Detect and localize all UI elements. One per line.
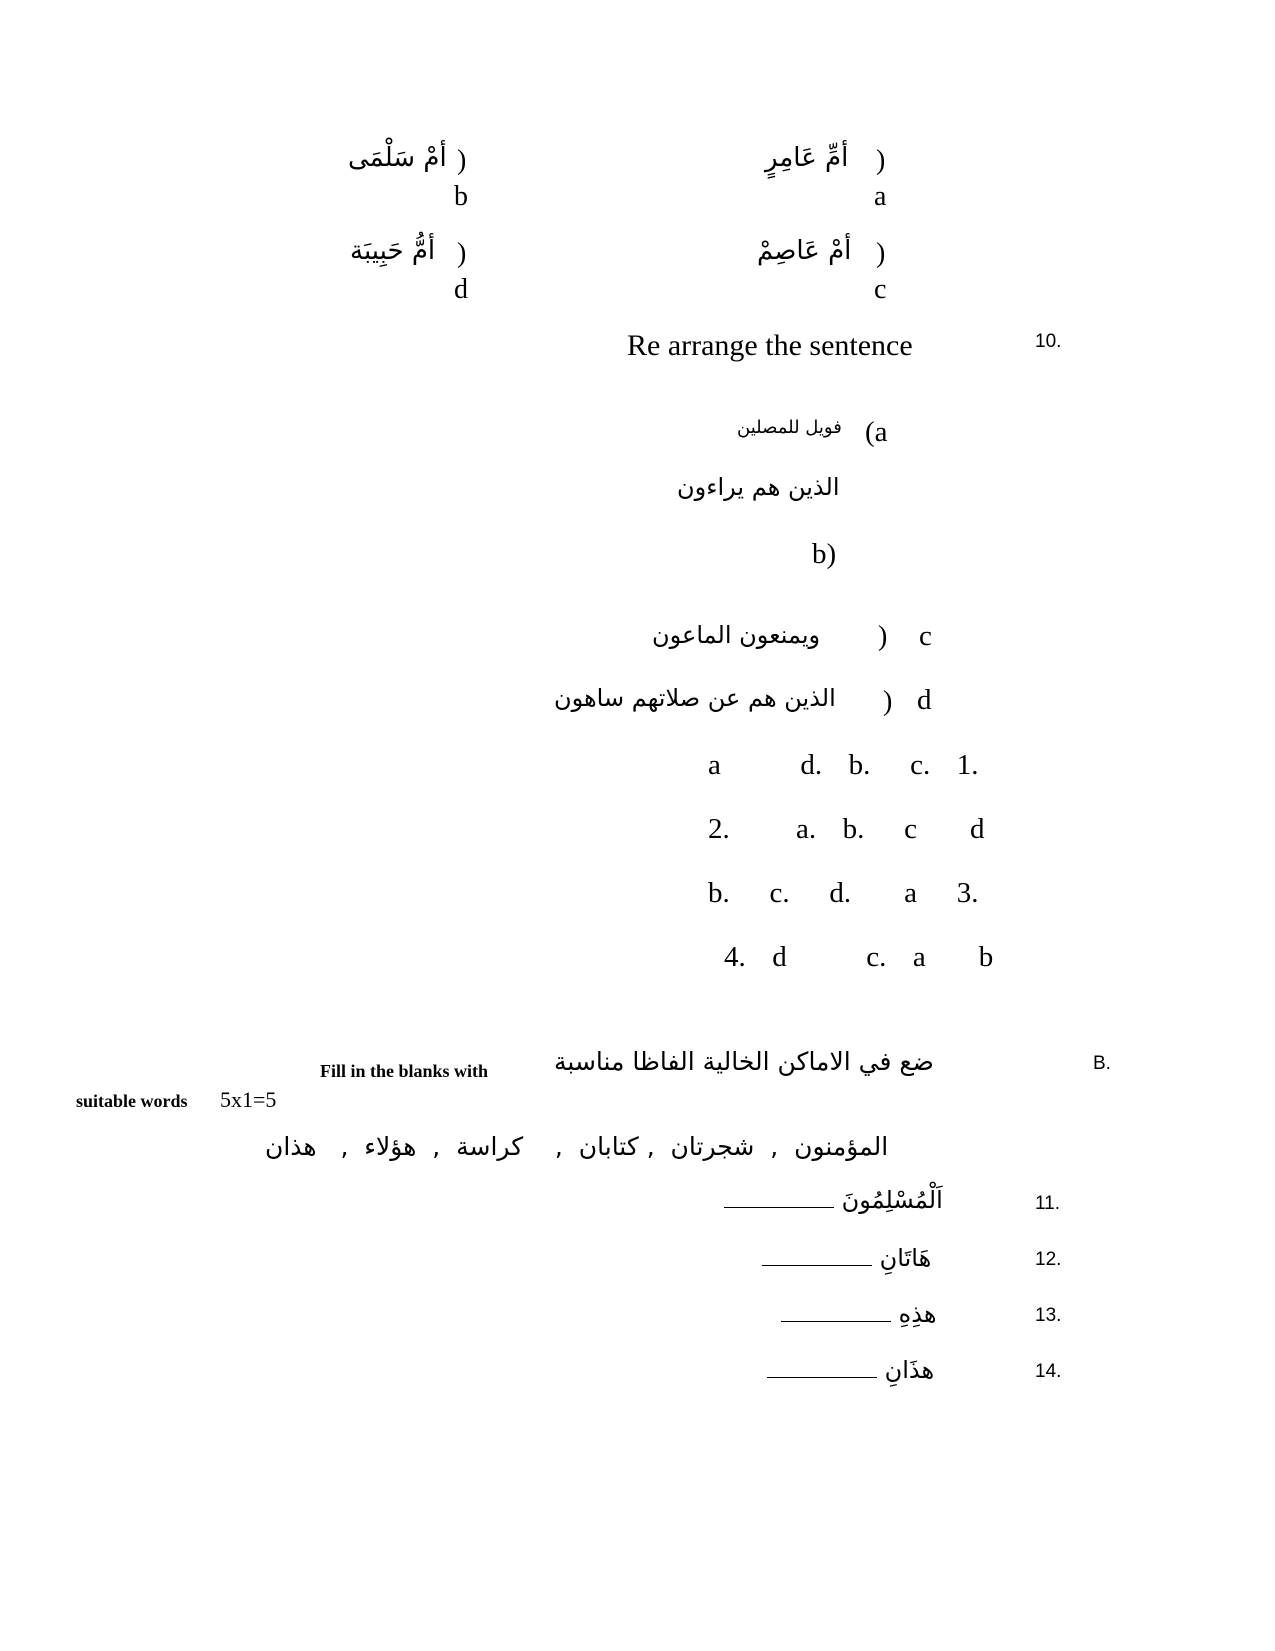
section-b-suitable-words: suitable words — [76, 1091, 188, 1111]
blank-13-line[interactable] — [781, 1321, 891, 1322]
verse-b-label: b) — [812, 538, 837, 570]
question-10-title: Re arrange the sentence — [627, 329, 913, 362]
answer-choice-4: 4. d c. a b — [724, 941, 994, 973]
blank-13-number: 13. — [1035, 1305, 1062, 1326]
blank-12-row — [762, 1246, 931, 1270]
blank-14-line[interactable] — [767, 1377, 877, 1378]
section-b-english-heading: Fill in the blanks with — [320, 1061, 489, 1081]
blank-13-word: هذِهِ — [898, 1300, 937, 1328]
section-b-label: B. — [1093, 1053, 1111, 1074]
section-b-arabic-heading: ضع في الاماكن الخالية الفاظا مناسبة — [554, 1047, 934, 1076]
option-c-letter: c — [874, 274, 887, 305]
word-bank: المؤمنون , شجرتان , كتابان , كراسة , هؤلاء , هذان — [265, 1132, 889, 1161]
answer-choice-2: 2. a. b. c d — [708, 813, 985, 845]
blank-14-row — [767, 1358, 934, 1382]
option-a-paren: ) — [876, 145, 886, 176]
answer-choice-3: b. c. d. a 3. — [708, 877, 979, 909]
blank-13-row — [781, 1302, 936, 1326]
option-c-text: أمْ عَاصِمْ — [757, 236, 852, 266]
blank-12-line[interactable] — [762, 1265, 872, 1266]
blank-11-line[interactable] — [724, 1207, 834, 1208]
verse-a-text: فويل للمصلين — [737, 417, 842, 438]
verse-d-letter: d — [917, 684, 932, 716]
option-d-text: أمُّ حَبِيبَة — [350, 236, 436, 266]
verse-b-text: الذين هم يراءون — [677, 473, 840, 501]
verse-c-text: ويمنعون الماعون — [652, 621, 821, 649]
blank-12-number: 12. — [1035, 1249, 1062, 1270]
blank-14-word: هذَانِ — [884, 1356, 935, 1384]
blank-11-number: 11. — [1035, 1193, 1061, 1214]
blank-11-word: اَلْمُسْلِمُونَ — [841, 1186, 943, 1214]
option-a-letter: a — [874, 181, 887, 212]
verse-d-paren: ) — [883, 686, 893, 717]
option-d-letter: d — [454, 274, 468, 305]
verse-c-letter: c — [919, 620, 932, 652]
blank-12-word: هَاتَانِ — [879, 1244, 932, 1272]
verse-a-label: (a — [865, 416, 888, 448]
option-b-letter: b — [454, 181, 468, 212]
verse-c-paren: ) — [878, 621, 888, 652]
blank-14-number: 14. — [1035, 1361, 1062, 1382]
option-b-text: أمْ سَلْمَى — [348, 143, 447, 173]
section-b-marks: 5x1=5 — [220, 1087, 277, 1112]
blank-11-row — [724, 1188, 943, 1212]
option-a-text: أمِّ عَامِرٍ — [765, 143, 849, 173]
verse-d-text: الذين هم عن صلاتهم ساهون — [554, 684, 836, 712]
question-10-number: 10. — [1035, 331, 1062, 352]
option-b-paren: ) — [457, 145, 467, 176]
option-c-paren: ) — [876, 238, 886, 269]
option-d-paren: ) — [457, 238, 467, 269]
answer-choice-1: a d. b. c. 1. — [708, 749, 979, 781]
